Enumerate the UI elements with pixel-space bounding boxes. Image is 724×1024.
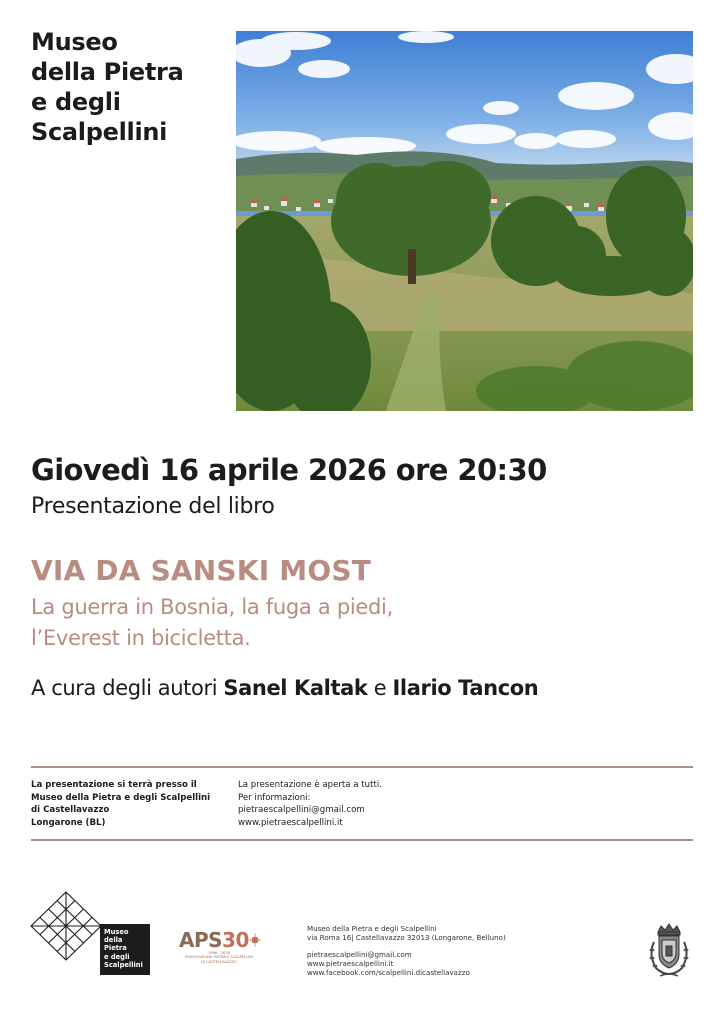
logo-box-line: e degli — [104, 952, 130, 961]
contact-info-line: Per informazioni: — [238, 792, 311, 803]
book-subtitle — [31, 592, 631, 654]
authors-line — [31, 676, 538, 700]
aps-logo — [179, 929, 259, 964]
event-date: Giovedì 16 aprile 2026 ore 20:30 — [31, 453, 547, 487]
aps-caption-line: ASSOCIAZIONE PIETRA E SCALPELLINI — [185, 955, 253, 960]
aps-letters: APS — [179, 928, 223, 952]
footer-website[interactable]: www.pietraescalpellini.it — [307, 958, 394, 968]
sun-icon — [249, 933, 261, 947]
footer-facebook[interactable]: www.facebook.com/scalpellini.dicastellavazzo — [307, 968, 470, 978]
book-title: VIA DA SANSKI MOST — [31, 554, 371, 587]
footer-address — [307, 924, 557, 977]
aps-caption-line: DI CASTELLAVAZZO — [201, 959, 237, 964]
venue-info — [31, 779, 231, 829]
author-name: Ilario Tancon — [392, 676, 539, 700]
venue-info-line: Museo della Pietra e degli Scalpellini — [31, 792, 211, 803]
footer-email[interactable]: pietraescalpellini@gmail.com — [307, 949, 412, 959]
authors-joiner: e — [367, 676, 393, 700]
logo-box-line: Museo — [104, 928, 129, 936]
footer-spacer — [307, 943, 557, 950]
footer-address-line: Museo della Pietra e degli Scalpellini — [307, 924, 437, 933]
divider-bottom — [31, 839, 693, 841]
book-subtitle-line: l’Everest in bicicletta. — [31, 626, 251, 650]
landscape-photo-illustration — [236, 31, 693, 411]
municipal-crest-icon — [646, 922, 692, 980]
venue-info-line: Longarone (BL) — [31, 817, 106, 828]
museum-title-line: della Pietra — [31, 58, 184, 86]
museum-title-line: Scalpellini — [31, 118, 168, 146]
museum-title-line: e degli — [31, 88, 121, 116]
venue-info-line: di Castellavazzo — [31, 805, 110, 816]
aps-caption-line: 1996 - 2026 — [208, 951, 230, 955]
venue-info-line: La presentazione si terrà presso il — [31, 780, 197, 790]
author-name: Sanel Kaltak — [223, 676, 368, 700]
footer-address-line: via Roma 16| Castellavazzo 32013 (Longarone, Belluno) — [307, 933, 506, 943]
authors-prefix: A cura degli autori — [31, 676, 224, 700]
contact-info-line: La presentazione è aperta a tutti. — [238, 780, 382, 790]
museum-logo-icon — [30, 891, 102, 961]
event-type: Presentazione del libro — [31, 494, 275, 519]
aps-caption — [179, 951, 259, 964]
contact-info — [238, 779, 498, 829]
logo-box-line: della — [104, 936, 123, 945]
logo-box-line: Scalpellini — [104, 960, 143, 969]
museum-logo-box — [100, 924, 150, 975]
contact-email[interactable]: pietraescalpellini@gmail.com — [238, 805, 365, 816]
aps-wordmark — [179, 929, 259, 951]
museum-title — [31, 27, 221, 147]
book-subtitle-line: La guerra in Bosnia, la fuga a piedi, — [31, 595, 393, 619]
aps-number: 30 — [222, 928, 249, 952]
contact-website[interactable]: www.pietraescalpellini.it — [238, 817, 343, 828]
logo-box-line: Pietra — [104, 944, 127, 953]
aps-anniversary — [222, 929, 261, 951]
museum-title-line: Museo — [31, 28, 118, 56]
landscape-photo — [236, 31, 693, 411]
divider-top — [31, 766, 693, 768]
